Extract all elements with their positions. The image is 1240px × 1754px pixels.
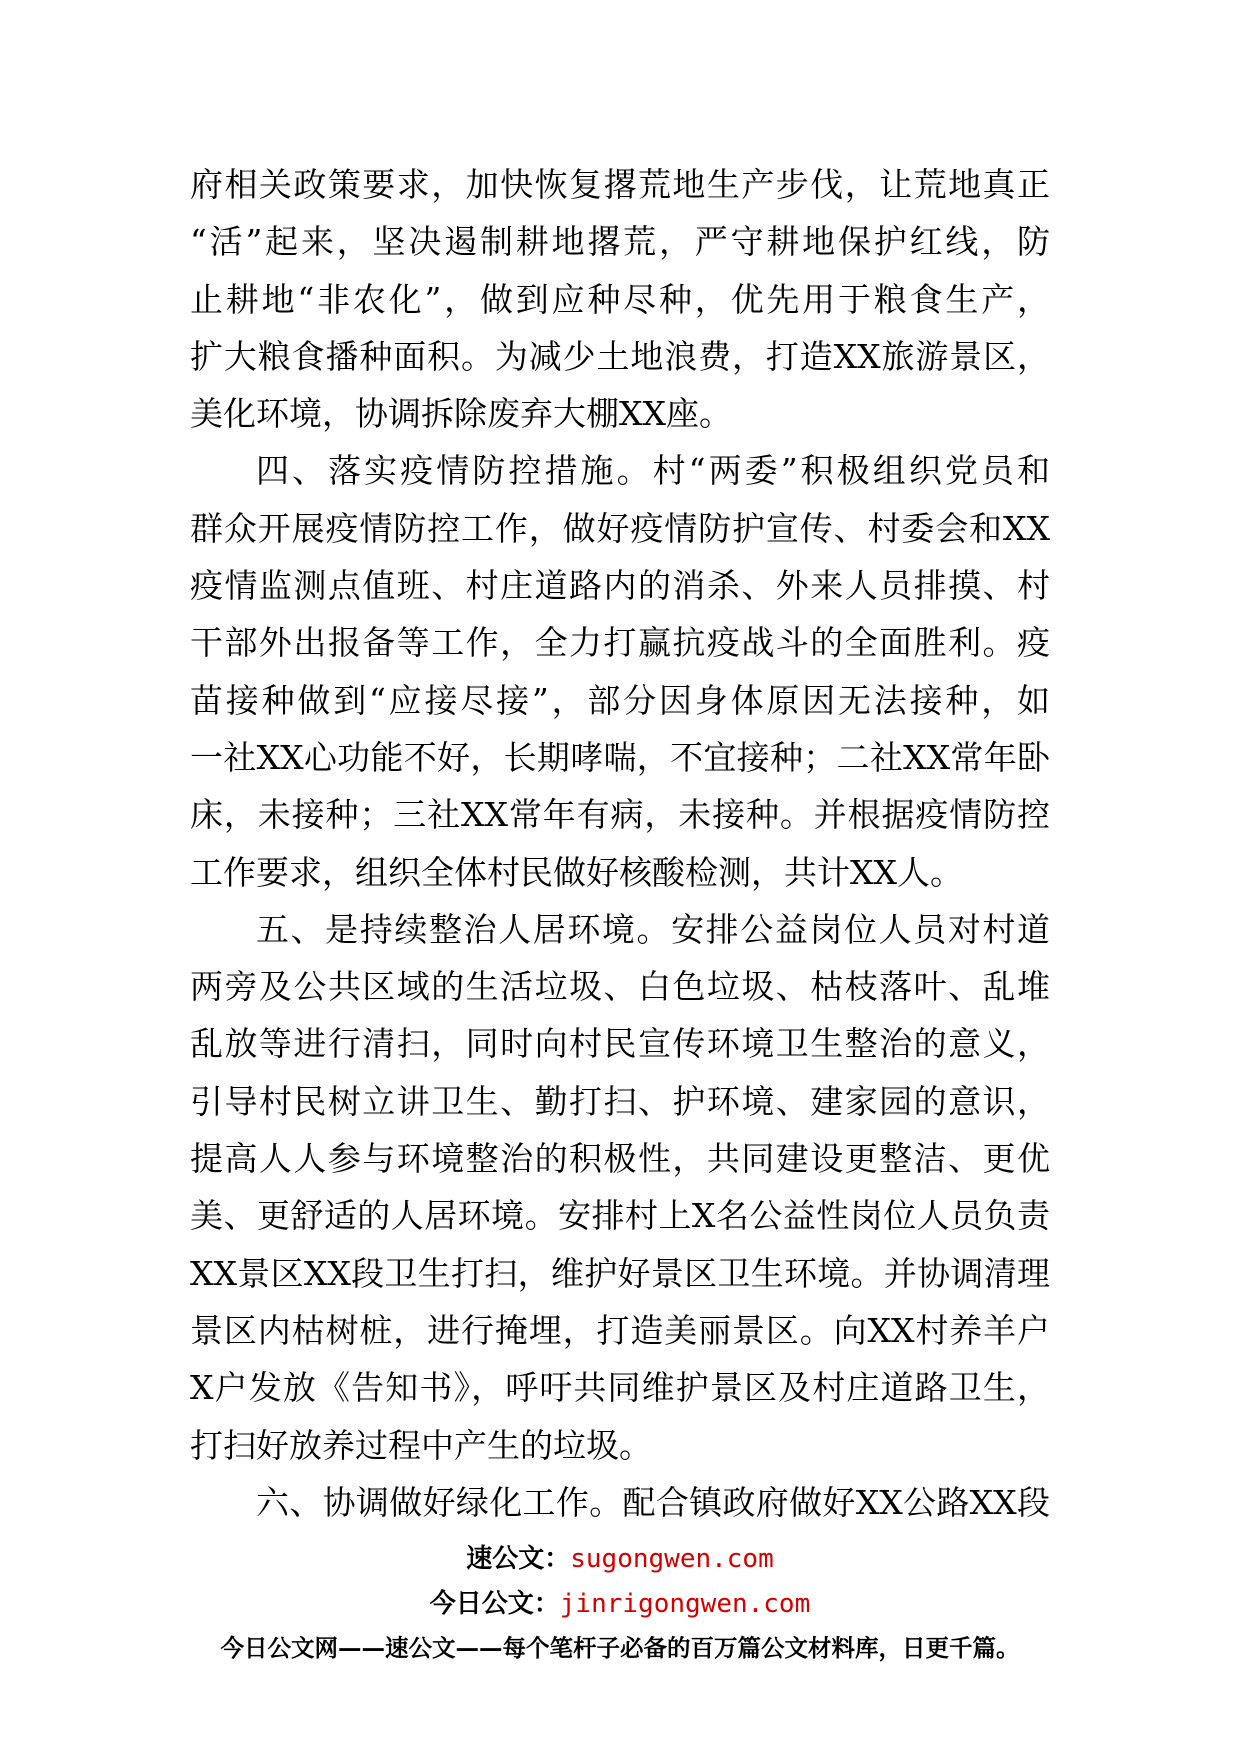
text-line: 两旁及公共区域的生活垃圾、白色垃圾、枯枝落叶、乱堆 xyxy=(190,967,1050,1007)
text-line: 引导村民树立讲卫生、勤打扫、护环境、建家园的意识， xyxy=(190,1081,1050,1121)
document-body xyxy=(190,156,1050,1531)
text-line: 六、协调做好绿化工作。配合镇政府做好XX公路XX段 xyxy=(256,1482,1050,1522)
text-line: 提高人人参与环境整治的积极性，共同建设更整洁、更优 xyxy=(190,1139,1050,1179)
text-line: 府相关政策要求，加快恢复撂荒地生产步伐，让荒地真正 xyxy=(190,165,1050,204)
text-line: 止耕地“非农化”，做到应种尽种，优先用于粮食生产， xyxy=(190,279,1050,319)
footer-jinrigongwen xyxy=(0,1583,1240,1620)
paragraph xyxy=(190,156,1050,442)
footer-link-sugongwen[interactable]: sugongwen.com xyxy=(570,1544,774,1574)
text-line: 群众开展疫情防控工作，做好疫情防护宣传、村委会和XX xyxy=(190,508,1050,548)
text-line: “活”起来，坚决遏制耕地撂荒，严守耕地保护红线，防 xyxy=(190,222,1050,262)
text-line: 五、是持续整治人居环境。安排公益岗位人员对村道 xyxy=(256,909,1050,949)
text-line: X户发放《告知书》，呼吁共同维护景区及村庄道路卫生， xyxy=(190,1368,1050,1408)
paragraph xyxy=(190,1474,1050,1531)
text-line: 美化环境，协调拆除废弃大棚XX座。 xyxy=(190,394,732,434)
footer-label: 今日公文： xyxy=(429,1589,560,1619)
text-line: 景区内枯树桩，进行掩埋，打造美丽景区。向XX村养羊户 xyxy=(190,1310,1050,1350)
text-line: 床，未接种；三社XX常年有病，未接种。并根据疫情防控 xyxy=(190,795,1050,835)
text-line: 乱放等进行清扫，同时向村民宣传环境卫生整治的意义， xyxy=(190,1024,1050,1064)
footer-link-jinrigongwen[interactable]: jinrigongwen.com xyxy=(559,1589,811,1619)
text-line: 打扫好放养过程中产生的垃圾。 xyxy=(190,1425,652,1465)
text-line: 扩大粮食播种面积。为减少土地浪费，打造XX旅游景区， xyxy=(190,336,1050,376)
text-line: 疫情监测点值班、村庄道路内的消杀、外来人员排摸、村 xyxy=(190,566,1050,606)
text-line: 美、更舒适的人居环境。安排村上X名公益性岗位人员负责 xyxy=(190,1196,1050,1236)
paragraph xyxy=(190,442,1050,900)
text-line: 四、落实疫情防控措施。村“两委”积极组织党员和 xyxy=(256,451,1050,491)
footer-label: 速公文： xyxy=(466,1544,571,1574)
paragraph xyxy=(190,901,1050,1474)
footer-slogan: 今日公文网——速公文——每个笔杆子必备的百万篇公文材料库，日更千篇。 xyxy=(220,1634,1020,1662)
text-line: 干部外出报备等工作，全力打赢抗疫战斗的全面胜利。疫 xyxy=(190,623,1050,663)
text-line: XX景区XX段卫生打扫，维护好景区卫生环境。并协调清理 xyxy=(190,1253,1050,1293)
text-line: 苗接种做到“应接尽接”，部分因身体原因无法接种，如 xyxy=(190,680,1050,720)
text-line: 一社XX心功能不好，长期哮喘，不宜接种；二社XX常年卧 xyxy=(190,737,1050,777)
footer-sugongwen xyxy=(0,1538,1240,1575)
text-line: 工作要求，组织全体村民做好核酸检测，共计XX人。 xyxy=(190,852,963,892)
